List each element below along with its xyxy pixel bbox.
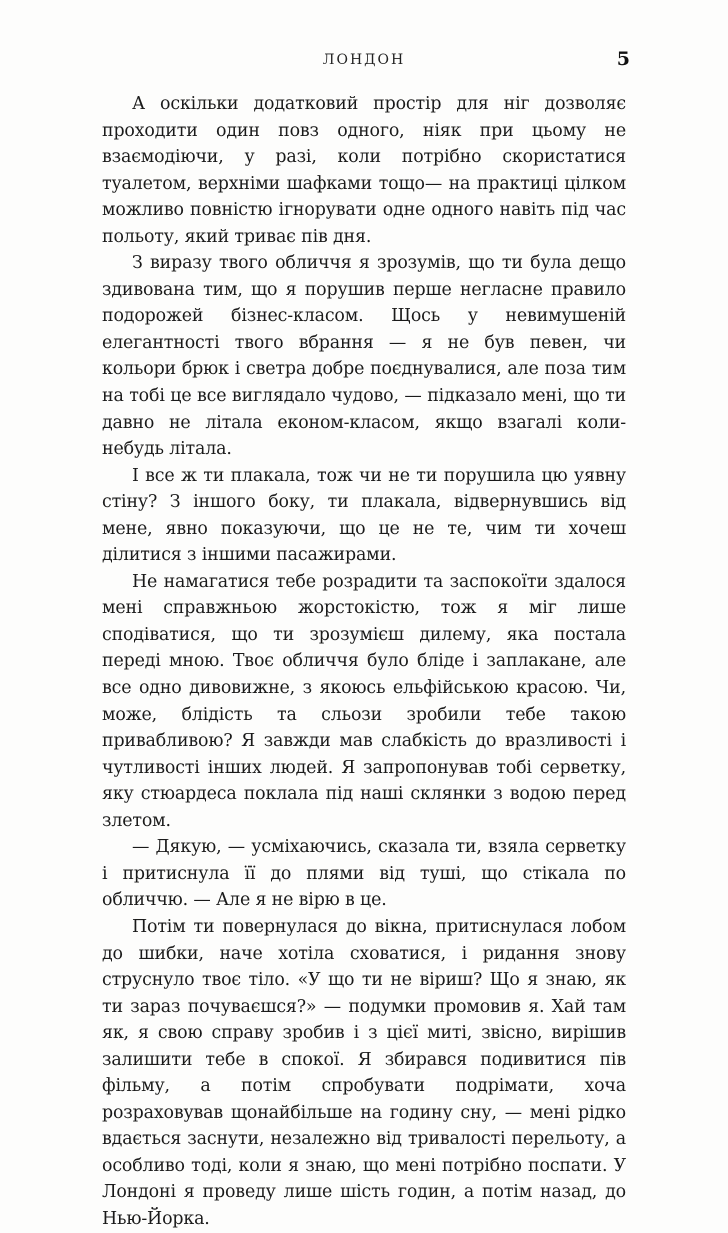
paragraph: І все ж ти плакала, тож чи не ти порушила цю уявну стіну? З іншого боку, ти плакала, відвернувшись від мене, явно показуючи, що це не те, чим ти хочеш ділитися з іншими пасажирами. (102, 465, 626, 566)
paragraph: — Дякую, — усміхаючись, сказала ти, взяла серветку і притиснула її до плями від туші, що стікала по обличчю. — Але я не вірю в це. (102, 837, 626, 911)
paragraph: А оскільки додатковий простір для ніг дозволяє проходити один повз одного, ніяк при цьому не взаємодіючи, у разі, коли потрібно скористатися туалетом, верхніми шафками тощо— на практиці цілком можливо повністю ігнорувати одне одного навіть під час польоту, який триває пів дня. (102, 94, 626, 247)
page-number: 5 (616, 48, 630, 70)
running-title: ЛОНДОН (322, 52, 406, 68)
paragraph: Не намагатися тебе розрадити та заспокоїти здалося мені справжньою жорстокістю, тож я міг лише сподіватися, що ти зрозумієш дилему, яка постала переді мною. Твоє обличчя було бліде і заплакане, але все одно дивовижне, з якоюсь ельфійською красою. Чи, може, блідість та сльози зробили тебе такою привабливою? Я завжди мав слабкість до вразливості і чутливості інших людей. Я запропонував тобі серветку, яку стюардеса поклала під наші склянки з водою перед злетом. (102, 571, 626, 831)
body-text (102, 91, 626, 1233)
paragraph: Потім ти повернулася до вікна, притиснулася лобом до шибки, наче хотіла сховатися, і ридання знову струснуло твоє тіло. «У що ти не віриш? Що я знаю, як ти зараз почуваєшся?» — подумки промовив я. Хай там як, я свою справу зробив і з цієї миті, звісно, вирішив залишити тебе в спокої. Я збирався подивитися пів фільму, а потім спробувати подрімати, хоча розраховував щонайбільше на годину сну, — мені рідко вдається заснути, незалежно від тривалості перельоту, а особливо тоді, коли я знаю, що мені потрібно поспати. У Лондоні я проведу лише шість годин, а потім назад, до Нью-Йорка. (102, 916, 626, 1229)
paragraph: З виразу твого обличчя я зрозумів, що ти була дещо здивована тим, що я порушив перше негласне правило подорожей бізнес-класом. Щось у невимушеній елегантності твого вбрання — я не був певен, чи кольори брюк і светра добре поєднувалися, але поза тим на тобі це все виглядало чудово, — підказало мені, що ти давно не літала економ-класом, якщо взагалі коли-небудь літала. (102, 253, 626, 460)
